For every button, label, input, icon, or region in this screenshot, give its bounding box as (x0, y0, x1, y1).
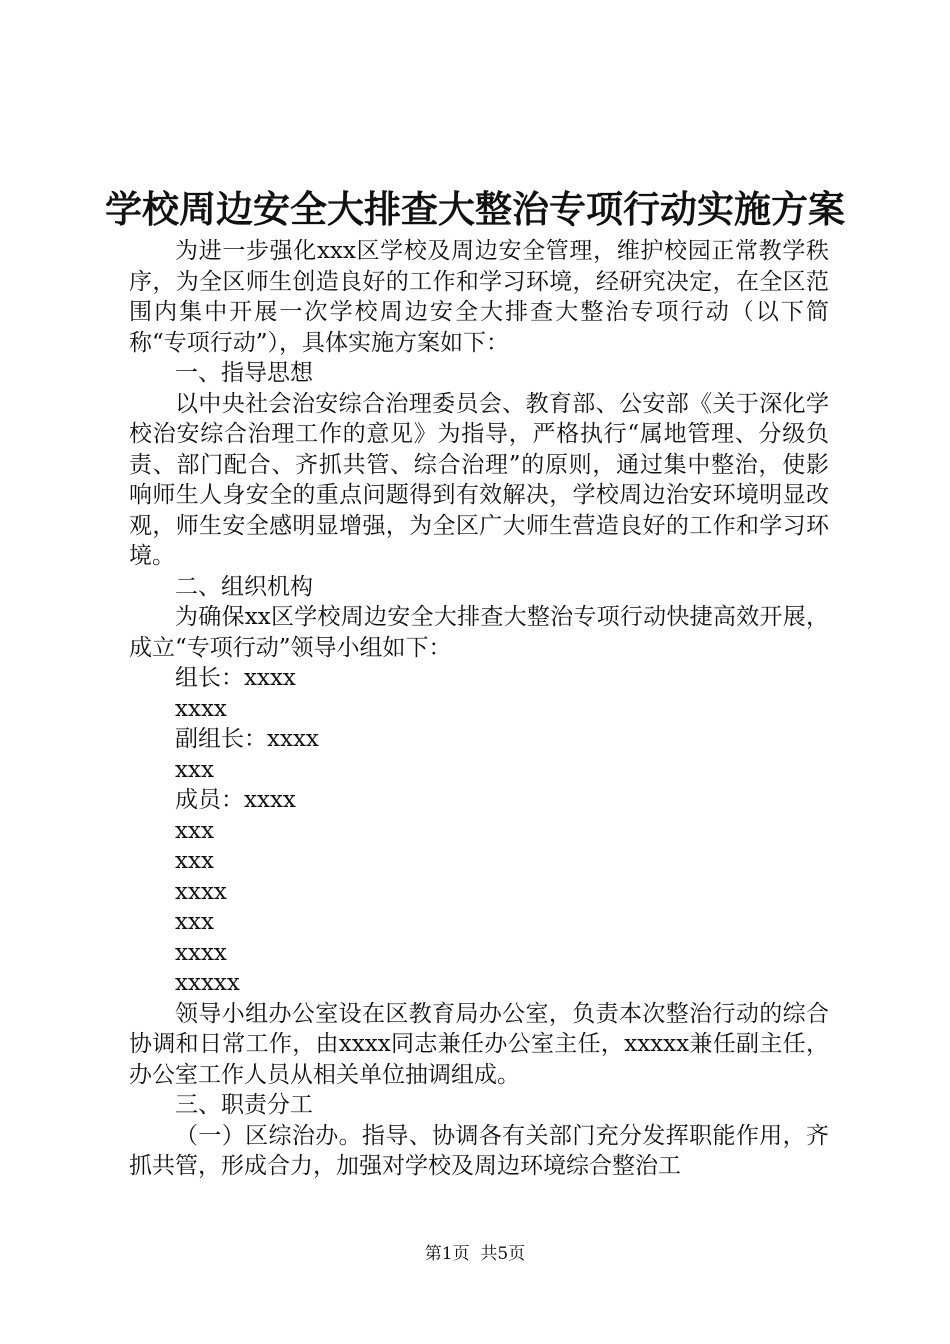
leader-line: 组长：xxxx (175, 665, 296, 691)
intro-paragraph: 为进一步强化xxx区学校及周边安全管理，维护校园正常教学秩序，为全区师生创造良好的工作和学习环境，经研究决定，在全区范围内集中开展一次学校周边安全大排查大整治专项行动（以下简称“专项行动”），具体实施方案如下： (129, 238, 829, 356)
section-heading-responsibilities: 三、职责分工 (175, 1092, 313, 1118)
deputy-leader-line-2: xxx (175, 756, 214, 783)
member-item: xxx (175, 909, 214, 935)
member-item: xxxx (175, 939, 227, 966)
deputy-leader-line: 副组长：xxxx (175, 726, 319, 752)
guiding-ideology-paragraph: 以中央社会治安综合治理委员会、教育部、公安部《关于深化学校治安综合治理工作的意见》为指导，严格执行“属地管理、分级负责、部门配合、齐抓共管、综合治理”的原则，通过集中整治，使影响师生人身安全的重点问题得到有效解决，学校周边治安环境明显改观，师生安全感明显增强，为全区广大师生营造良好的工作和学习环境。 (129, 390, 829, 569)
section-heading-organization: 二、组织机构 (175, 573, 313, 600)
organization-paragraph: 为确保xx区学校周边安全大排查大整治专项行动快捷高效开展，成立“专项行动”领导小组如下： (129, 604, 829, 661)
page-number-footer: 第1页 共5页 (424, 1244, 526, 1264)
document-title: 学校周边安全大排查大整治专项行动实施方案 (105, 187, 845, 231)
document-body (129, 236, 829, 1182)
member-item: xxx (175, 848, 214, 874)
responsibility-item-1: （一）区综治办。指导、协调各有关部门充分发挥职能作用，齐抓共管，形成合力，加强对学校及周边环境综合整治工 (129, 1122, 829, 1179)
member-item: xxxx (175, 878, 227, 905)
leader-line-2: xxxx (175, 695, 227, 722)
member-item: xxxxx (175, 970, 240, 996)
section-heading-guiding-ideology: 一、指导思想 (175, 360, 313, 386)
member-item: xxx (175, 817, 214, 844)
office-paragraph: 领导小组办公室设在区教育局办公室，负责本次整治行动的综合协调和日常工作，由xxxx同志兼任办公室主任，xxxxx兼任副主任，办公室工作人员从相关单位抽调组成。 (129, 1000, 829, 1088)
members-line: 成员：xxxx (175, 787, 296, 813)
